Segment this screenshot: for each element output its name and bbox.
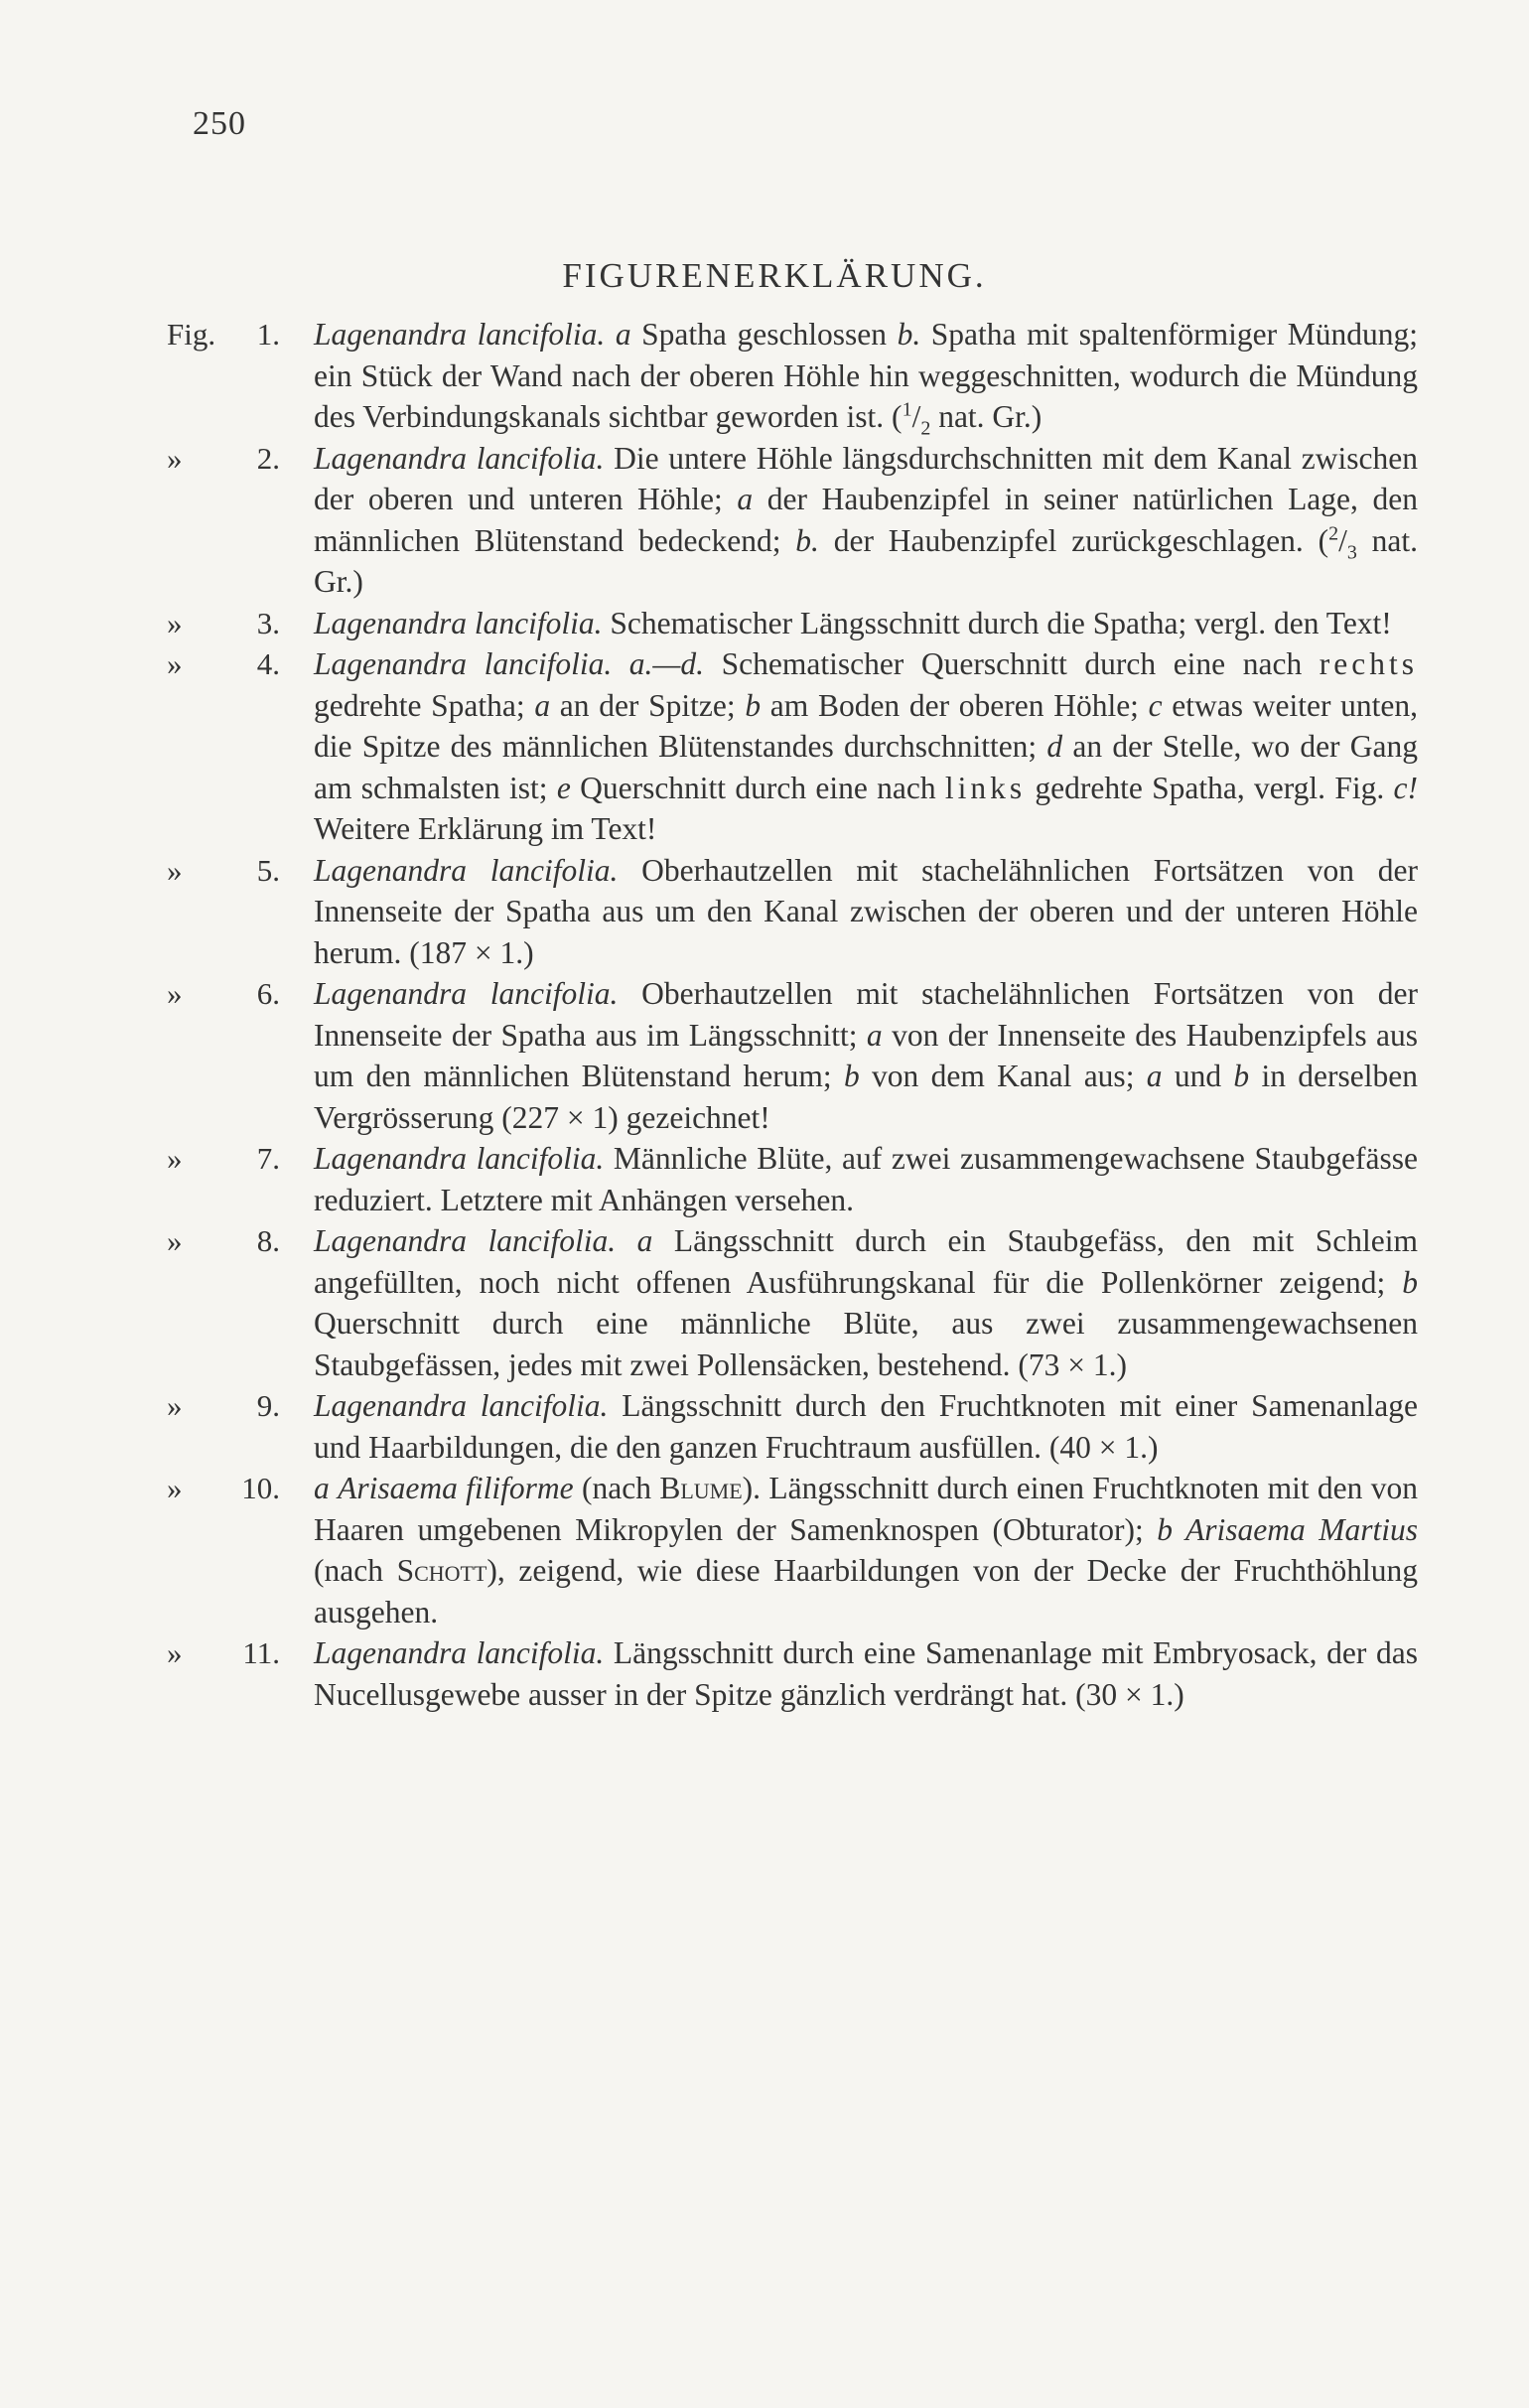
figure-entry: [0, 643, 1529, 850]
figure-label: [167, 603, 280, 644]
figure-number: 4.: [256, 646, 280, 681]
caption-text: nat. Gr.): [930, 399, 1042, 434]
figure-caption: [314, 973, 1418, 1138]
figure-caption: [314, 314, 1418, 438]
caption-text: und: [1162, 1059, 1234, 1093]
caption-text: der Haubenzipfel in seiner natürlichen Lage, den männlichen Blütenstand bedeckend;: [314, 482, 1418, 558]
caption-text: Arisaema filiforme: [338, 1471, 574, 1505]
figure-label: [167, 438, 280, 480]
caption-text: etwas weiter unten, die Spitze des männlichen Blütenstandes durchschnitten;: [314, 687, 1418, 764]
caption-text: 1: [902, 398, 912, 421]
caption-text: [616, 1223, 637, 1258]
figure-entry: [0, 1468, 1529, 1632]
caption-text: Lagenandra lancifolia.: [314, 1635, 605, 1670]
figure-entry: [0, 1632, 1529, 1715]
figure-legend-list: [0, 314, 1529, 1715]
caption-text: a: [615, 317, 631, 352]
figure-entry: [0, 1138, 1529, 1220]
caption-text: /: [1338, 522, 1347, 558]
figure-label: [167, 1220, 280, 1262]
caption-text: Längsschnitt durch den Fruchtknoten mit einer Samenanlage und Haarbildungen, die den ganzen Fruchtraum ausfüllen. (40 × 1.): [314, 1388, 1418, 1465]
caption-text: /: [911, 399, 921, 434]
caption-text: Längsschnitt durch eine Samenanlage mit Embryosack, der das Nucellusgewebe ausser in der Spitze gänzlich verdrängt hat. (30 × 1.): [314, 1635, 1418, 1712]
caption-text: Lagenandra lancifolia.: [314, 852, 619, 888]
caption-text: der Haubenzipfel zurückgeschlagen. (: [818, 522, 1329, 558]
caption-text: a: [314, 1471, 330, 1505]
caption-text: Schematischer Längsschnitt durch die Spatha; vergl. den Text!: [602, 605, 1392, 640]
caption-text: rechts: [1319, 646, 1418, 681]
caption-text: Die untere Höhle längsdurchschnitten mit dem Kanal zwischen der oberen und unteren Höhle;: [314, 440, 1418, 516]
figure-prefix: »: [167, 646, 183, 681]
caption-text: Lagenandra lancifolia.: [314, 605, 603, 640]
caption-text: an der Spitze;: [550, 687, 746, 723]
caption-text: an der Stelle, wo der Gang am schmalsten ist;: [314, 729, 1418, 805]
caption-text: Querschnitt durch eine nach: [570, 770, 945, 805]
caption-text: a: [866, 1017, 883, 1053]
figure-label: [167, 850, 280, 892]
figure-prefix: »: [167, 1471, 183, 1505]
figure-caption: [314, 1385, 1418, 1468]
figure-label: [167, 1385, 280, 1427]
caption-text: b Arisaema Martius: [1157, 1511, 1418, 1547]
figure-number: 2.: [256, 440, 280, 476]
caption-text: Lagenandra lancifolia.: [314, 1141, 605, 1176]
caption-text: [605, 317, 616, 352]
caption-text: Lagenandra lancifolia.: [314, 440, 605, 476]
figure-prefix: »: [167, 1635, 183, 1670]
caption-text: c!: [1393, 770, 1419, 805]
caption-text: Spatha geschlossen: [630, 317, 898, 352]
caption-text: ). Längsschnitt durch einen Fruchtknoten mit den von Haaren umgebenen Mikropylen der Samenknospen (Obturator);: [314, 1471, 1418, 1547]
figure-label: [167, 973, 280, 1015]
caption-text: Männliche Blüte, auf zwei zusammengewachsene Staubgefässe reduziert. Letztere mit Anhängen versehen.: [314, 1141, 1418, 1217]
caption-text: 2: [1328, 522, 1339, 544]
caption-text: Weitere Erklärung im Text!: [314, 811, 657, 846]
page-title: FIGURENERKLÄRUNG.: [562, 256, 987, 295]
caption-text: von dem Kanal aus;: [859, 1059, 1147, 1093]
caption-text: d: [1046, 729, 1063, 764]
figure-caption: [314, 643, 1418, 850]
caption-text: Oberhautzellen mit stachelähnlichen Fortsätzen von der Innenseite der Spatha aus im Längsschnitt;: [314, 976, 1419, 1053]
caption-text: gedrehte Spatha, vergl. Fig.: [1026, 770, 1394, 805]
caption-text: Spatha mit spaltenförmiger Mündung; ein Stück der Wand nach der oberen Höhle hin weggeschnitten, wodurch die Mündung des Verbindungskanals sichtbar geworden ist. (: [314, 317, 1418, 434]
figure-number: 9.: [256, 1388, 280, 1423]
figure-label: [167, 1632, 280, 1674]
figure-caption: [314, 1220, 1418, 1385]
figure-number: 11.: [242, 1635, 280, 1670]
figure-caption: [314, 603, 1418, 644]
caption-text: b: [745, 687, 762, 723]
figure-label: [167, 314, 280, 355]
figure-caption: [314, 1138, 1418, 1220]
caption-text: a: [636, 1223, 653, 1258]
figure-prefix: »: [167, 440, 183, 476]
page-number: 250: [193, 105, 246, 142]
figure-prefix: »: [167, 1223, 183, 1258]
figure-number: 3.: [256, 605, 280, 640]
figure-number: 7.: [256, 1141, 280, 1176]
figure-label: [167, 1138, 280, 1180]
figure-caption: [314, 1468, 1418, 1632]
caption-text: Oberhautzellen mit stachelähnlichen Fortsätzen von der Innenseite der Spatha aus um den Kanal zwischen der oberen und der unteren Höhle herum. (187 × 1.): [314, 852, 1419, 970]
caption-text: (nach: [573, 1471, 660, 1505]
caption-text: 3: [1346, 540, 1357, 563]
caption-text: in derselben Vergrösserung (227 × 1) gezeichnet!: [314, 1059, 1418, 1135]
figure-entry: [0, 850, 1529, 974]
caption-text: gedrehte Spatha;: [314, 687, 535, 723]
caption-text: Blume: [659, 1471, 743, 1505]
caption-text: Lagenandra lancifolia. a.—d.: [314, 646, 705, 681]
caption-text: Lagenandra lancifolia.: [314, 317, 606, 352]
caption-text: Querschnitt durch eine männliche Blüte, aus zwei zusammengewachsenen Staubgefässen, jedes mit zwei Pollensäcken, bestehend. (73 × 1.): [314, 1306, 1418, 1382]
figure-entry: [0, 314, 1529, 438]
caption-text: a: [534, 687, 551, 723]
figure-label: [167, 643, 280, 685]
figure-number: 5.: [256, 852, 280, 888]
caption-text: b: [1402, 1264, 1418, 1300]
figure-prefix: »: [167, 605, 183, 640]
figure-caption: [314, 850, 1418, 974]
figure-number: 8.: [256, 1223, 280, 1258]
figure-caption: [314, 1632, 1418, 1715]
caption-text: nat. Gr.): [314, 522, 1418, 599]
figure-prefix: »: [167, 1388, 183, 1423]
caption-text: b.: [897, 317, 921, 352]
caption-text: b: [1233, 1059, 1250, 1093]
caption-text: c: [1148, 687, 1163, 723]
caption-text: b.: [795, 522, 819, 558]
caption-text: am Boden der oberen Höhle;: [761, 687, 1149, 723]
caption-text: b: [843, 1059, 860, 1093]
figure-entry: [0, 1220, 1529, 1385]
caption-text: Schematischer Querschnitt durch eine nach: [704, 646, 1320, 681]
caption-text: von der Innenseite des Haubenzipfels aus um den männlichen Blütenstand herum;: [314, 1017, 1419, 1093]
figure-prefix: »: [167, 1141, 183, 1176]
figure-label: [167, 1468, 280, 1509]
figure-entry: [0, 438, 1529, 603]
figure-entry: [0, 973, 1529, 1138]
caption-text: a: [737, 482, 754, 516]
figure-entry: [0, 1385, 1529, 1468]
figure-prefix: Fig.: [167, 317, 216, 352]
figure-prefix: »: [167, 852, 183, 888]
figure-entry: [0, 603, 1529, 644]
caption-text: Lagenandra lancifolia.: [314, 1223, 617, 1258]
caption-text: 2: [920, 417, 931, 440]
caption-text: e: [556, 770, 571, 805]
caption-text: a: [1146, 1059, 1163, 1093]
figure-number: 10.: [241, 1471, 280, 1505]
figure-prefix: »: [167, 976, 183, 1011]
caption-text: (nach: [314, 1553, 397, 1588]
figure-number: 1.: [256, 317, 280, 352]
caption-text: ), zeigend, wie diese Haarbildungen von der Decke der Fruchthöhlung ausgehen.: [314, 1553, 1419, 1629]
figure-caption: [314, 438, 1418, 603]
figure-number: 6.: [256, 976, 280, 1011]
caption-text: Lagenandra lancifolia.: [314, 1388, 609, 1423]
caption-text: links: [944, 770, 1027, 805]
caption-text: Lagenandra lancifolia.: [314, 976, 619, 1011]
caption-text: Längsschnitt durch ein Staubgefäss, den mit Schleim angefüllten, noch nicht offenen Ausführungskanal für die Pollenkörner zeigend;: [314, 1223, 1419, 1300]
caption-text: Schott: [396, 1553, 487, 1588]
caption-text: [330, 1471, 338, 1505]
